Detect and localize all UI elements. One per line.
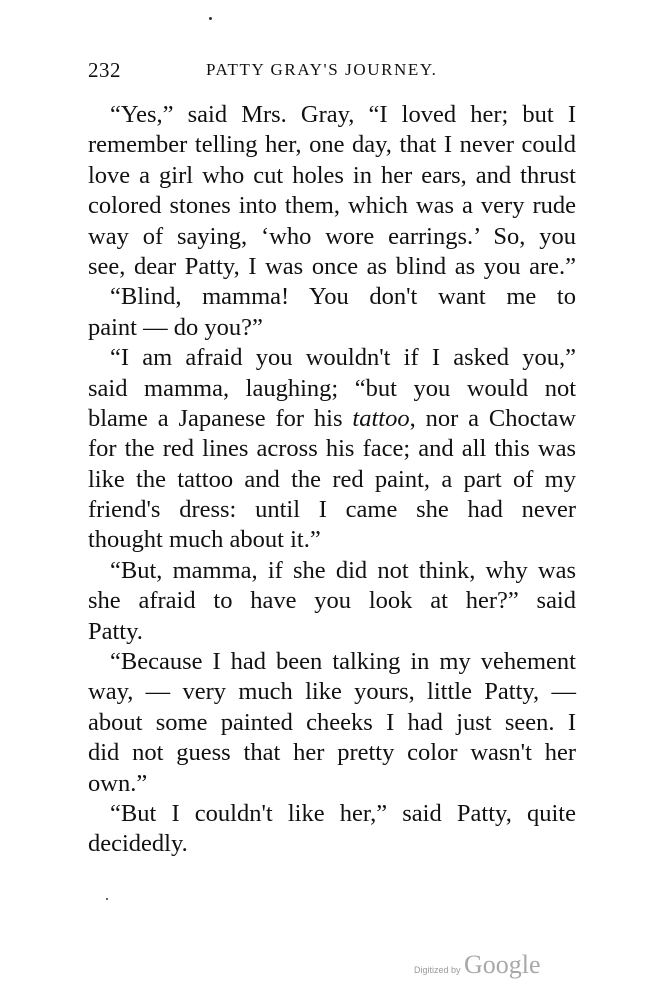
text-line: “Blind, mamma! You don't want me to	[110, 283, 576, 311]
text-line: way of saying, ‘who wore earrings.’ So, you	[88, 222, 576, 250]
text-line: love a girl who cut holes in her ears, and thrust	[88, 161, 576, 189]
italic-word: tattoo	[352, 404, 410, 432]
text-line: “I am afraid you wouldn't if I asked you,”	[110, 344, 576, 372]
text-line: way, — very much like yours, little Patty, —	[88, 678, 576, 706]
text-line: said mamma, laughing; “but you would not	[88, 374, 576, 402]
text-line: “Yes,” said Mrs. Gray, “I loved her; but I	[110, 101, 576, 128]
body-text	[88, 100, 576, 860]
text-line: “But I couldn't like her,” said Patty, quite	[110, 799, 576, 827]
print-speck	[209, 17, 212, 20]
text-line: “But, mamma, if she did not think, why was	[110, 556, 576, 584]
text-line: remember telling her, one day, that I never could	[88, 131, 576, 159]
text-line: did not guess that her pretty color wasn't her	[88, 739, 576, 767]
digitization-watermark	[414, 952, 554, 982]
text-line: Patty.	[88, 617, 143, 645]
print-speck	[106, 898, 108, 900]
digitized-by-text: Digitized by	[414, 965, 461, 975]
text-segment: , nor a Choctaw	[409, 404, 576, 432]
text-line: “Because I had been talking in my vehement	[110, 648, 576, 676]
text-line: paint — do you?”	[88, 313, 263, 341]
text-line: colored stones into them, which was a very rude	[88, 192, 576, 220]
text-line: decidedly.	[88, 830, 188, 858]
text-line: like the tattoo and the red paint, a part of my	[88, 465, 576, 493]
running-title: PATTY GRAY'S JOURNEY.	[206, 60, 438, 79]
text-line: about some painted cheeks I had just seen. I	[88, 708, 576, 736]
page-number: 232	[88, 58, 121, 82]
text-line: see, dear Patty, I was once as blind as you are.”	[88, 252, 576, 280]
google-logo: Google	[464, 950, 541, 979]
text-line: for the red lines across his face; and all this was	[88, 435, 576, 463]
running-header	[88, 58, 576, 88]
text-line: thought much about it.”	[88, 526, 321, 554]
text-line-with-italic	[88, 404, 576, 434]
text-line: own.”	[88, 769, 148, 797]
text-line: friend's dress: until I came she had never	[88, 496, 576, 524]
text-line: she afraid to have you look at her?” said	[88, 587, 576, 615]
text-segment: blame a Japanese for his	[88, 404, 353, 432]
